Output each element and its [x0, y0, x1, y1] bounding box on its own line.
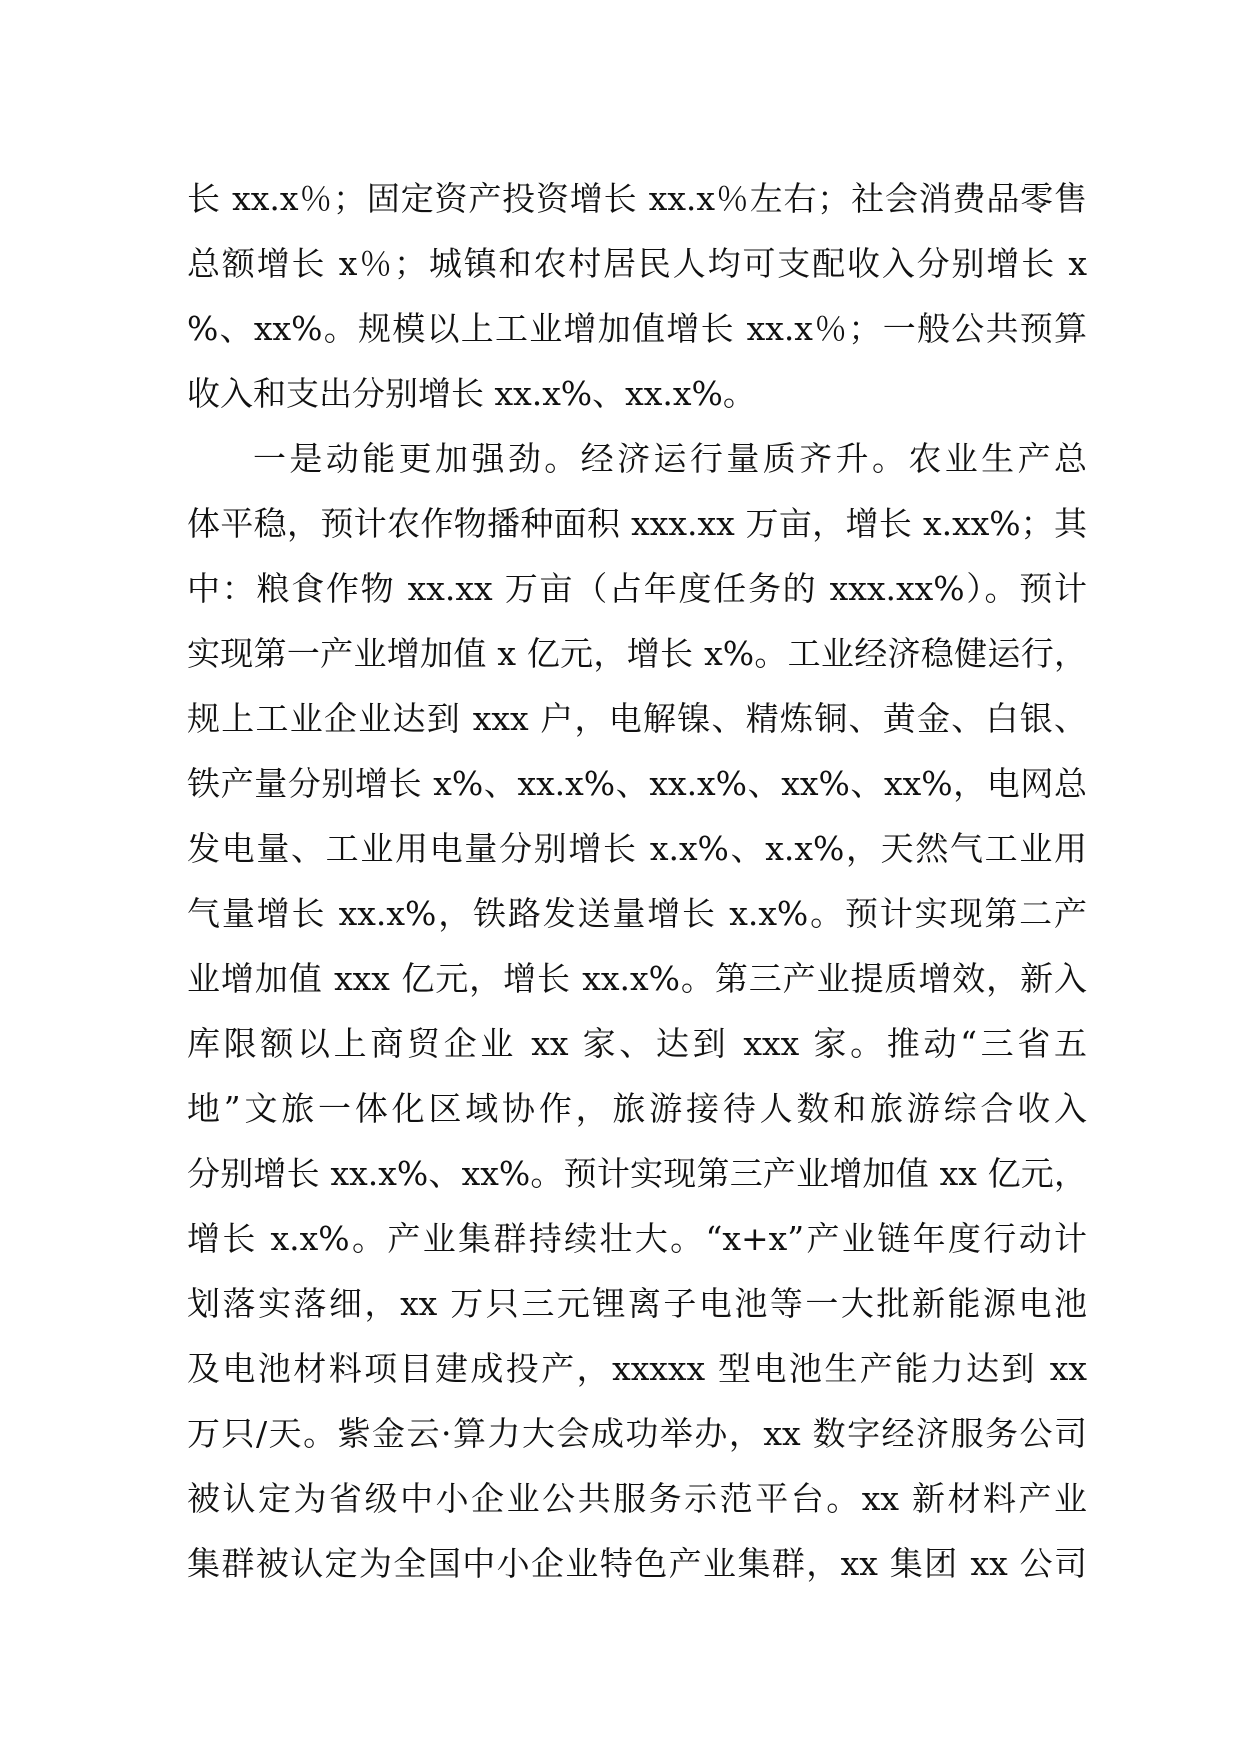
text-line: 划落实落细，xx 万只三元锂离子电池等一大批新能源电池	[187, 1284, 1087, 1323]
text-line: 及电池材料项目建成投产，xxxxx 型电池生产能力达到 xx	[187, 1349, 1087, 1388]
text-line: 长 xx.x％；固定资产投资增长 xx.x％左右；社会消费品零售	[187, 179, 1087, 218]
text-line: 实现第一产业增加值 x 亿元，增长 x%。工业经济稳健运行，	[187, 634, 1087, 673]
body-text	[187, 166, 1087, 1596]
text-line: 集群被认定为全国中小企业特色产业集群，xx 集团 xx 公司	[187, 1544, 1087, 1583]
text-line: 体平稳，预计农作物播种面积 xxx.xx 万亩，增长 x.xx%；其	[187, 504, 1087, 543]
text-line: 分别增长 xx.x%、xx%。预计实现第三产业增加值 xx 亿元，	[187, 1154, 1087, 1193]
text-line: 发电量、工业用电量分别增长 x.x%、x.x%，天然气工业用	[187, 829, 1087, 868]
text-line: 总额增长 x％；城镇和农村居民人均可支配收入分别增长 x	[187, 244, 1087, 283]
paragraph-first-line: 一是动能更加强劲。经济运行量质齐升。农业生产总	[253, 439, 1087, 478]
text-line: 中：粮食作物 xx.xx 万亩（占年度任务的 xxx.xx%）。预计	[187, 569, 1087, 608]
text-line: 收入和支出分别增长 xx.x%、xx.x%。	[187, 374, 756, 413]
text-line: 被认定为省级中小企业公共服务示范平台。xx 新材料产业	[187, 1479, 1087, 1518]
text-line: %、xx%。规模以上工业增加值增长 xx.x％；一般公共预算	[187, 309, 1087, 348]
text-line: 规上工业企业达到 xxx 户，电解镍、精炼铜、黄金、白银、	[187, 699, 1087, 738]
text-line: 库限额以上商贸企业 xx 家、达到 xxx 家。推动“三省五	[187, 1024, 1087, 1063]
text-line: 业增加值 xxx 亿元，增长 xx.x%。第三产业提质增效，新入	[187, 959, 1087, 998]
text-line: 气量增长 xx.x%，铁路发送量增长 x.x%。预计实现第二产	[187, 894, 1087, 933]
text-line: 地”文旅一体化区域协作，旅游接待人数和旅游综合收入	[187, 1089, 1087, 1128]
text-line: 铁产量分别增长 x%、xx.x%、xx.x%、xx%、xx%，电网总	[187, 764, 1087, 803]
text-line: 增长 x.x%。产业集群持续壮大。“x+x”产业链年度行动计	[187, 1219, 1087, 1258]
text-line: 万只/天。紫金云·算力大会成功举办，xx 数字经济服务公司	[187, 1414, 1087, 1453]
